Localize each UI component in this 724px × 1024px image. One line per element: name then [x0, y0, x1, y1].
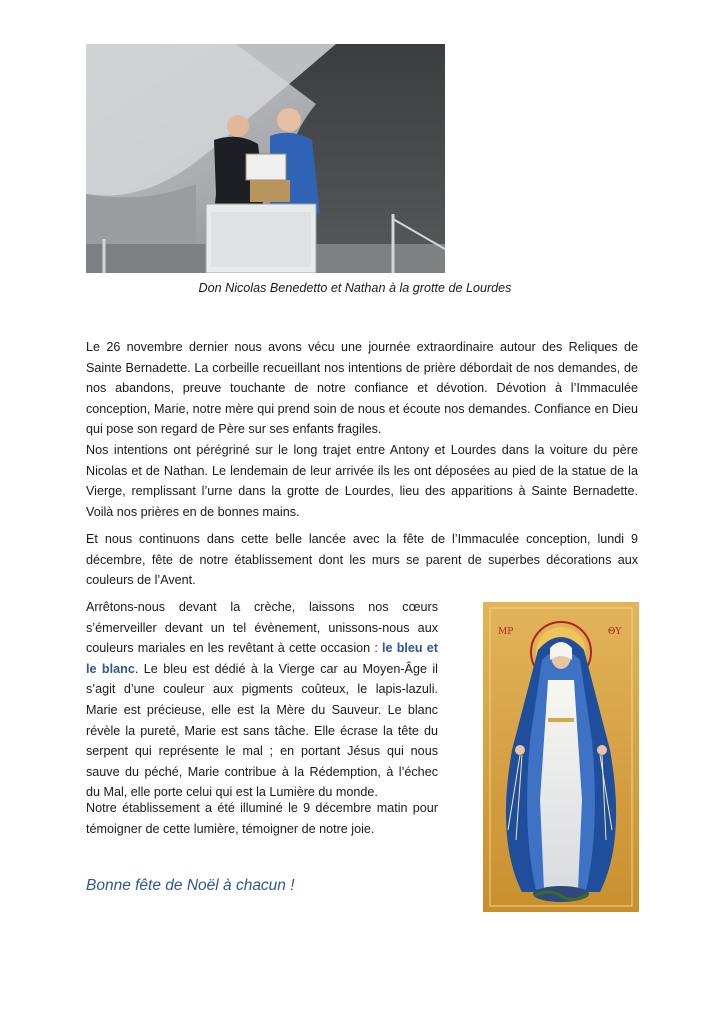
photo-caption: Don Nicolas Benedetto et Nathan à la grotte de Lourdes: [198, 281, 512, 295]
paragraph-2: Nos intentions ont pérégriné sur le long trajet entre Antony et Lourdes dans la voiture du père Nicolas et de Nathan. Le lendemain de leur arrivée ils les ont déposées au pied de la statue de la Vierge, remplissant l’urne dans la grotte de Lourdes, lieu des apparitions à Sainte Bernadette. Voilà nos prières en de bonnes mains.: [86, 443, 638, 519]
virgin-mary-icon-image: [450, 600, 672, 914]
paragraph-1: Le 26 novembre dernier nous avons vécu une journée extraordinaire autour des Reliques de Sainte Bernadette. La corbeille recueillant nos intentions de prière débordait de nos demandes, de nos abandons, preuve touchante de notre confiance et dévotion. Dévotion à l’Immaculée conception, Marie, notre mère qui prend soin de nous et écoute nos demandes. Confiance en Dieu qui pose son regard de Père sur ses enfants fragiles.: [86, 340, 638, 437]
highlight-blue-white: le bleu et le blanc: [86, 641, 438, 676]
grotto-photo: [86, 44, 445, 273]
icon-right-letters: ΘΥ: [608, 627, 622, 637]
paragraph-4: [86, 597, 438, 803]
paragraph-5: Notre établissement a été illuminé le 9 décembre matin pour témoigner de cette lumière, témoigner de notre joie.: [86, 801, 438, 836]
closing-wish: Bonne fête de Noël à chacun !: [86, 877, 295, 894]
paragraph-3: Et nous continuons dans cette belle lancée avec la fête de l’Immaculée conception, lundi 9 décembre, fête de notre établissement dont les murs se parent de superbes décorations aux couleurs de l’Avent.: [86, 532, 638, 588]
paragraph-4-intro: Arrêtons-nous devant la crèche, laissons nos cœurs s’émerveiller devant un tel évènement, unissons-nous aux couleurs mariales en les revêtant à cette occasion :: [86, 600, 438, 656]
icon-left-letters: ΜΡ: [498, 627, 514, 637]
paragraph-4-rest: . Le bleu est dédié à la Vierge car au Moyen-Âge il s’agit d’une couleur aux pigments coûteux, le lapis-lazuli. Marie est précieuse, elle est la Mère du Sauveur. Le blanc révèle la pureté, Marie est sans tâche. Elle écrase la tête du serpent qui représente le mal ; en portant Jésus qui nous sauve du péché, Marie contribue à la Rédemption, à l’échec du Mal, elle porte celui qui est la Lumière du monde.: [86, 661, 438, 800]
